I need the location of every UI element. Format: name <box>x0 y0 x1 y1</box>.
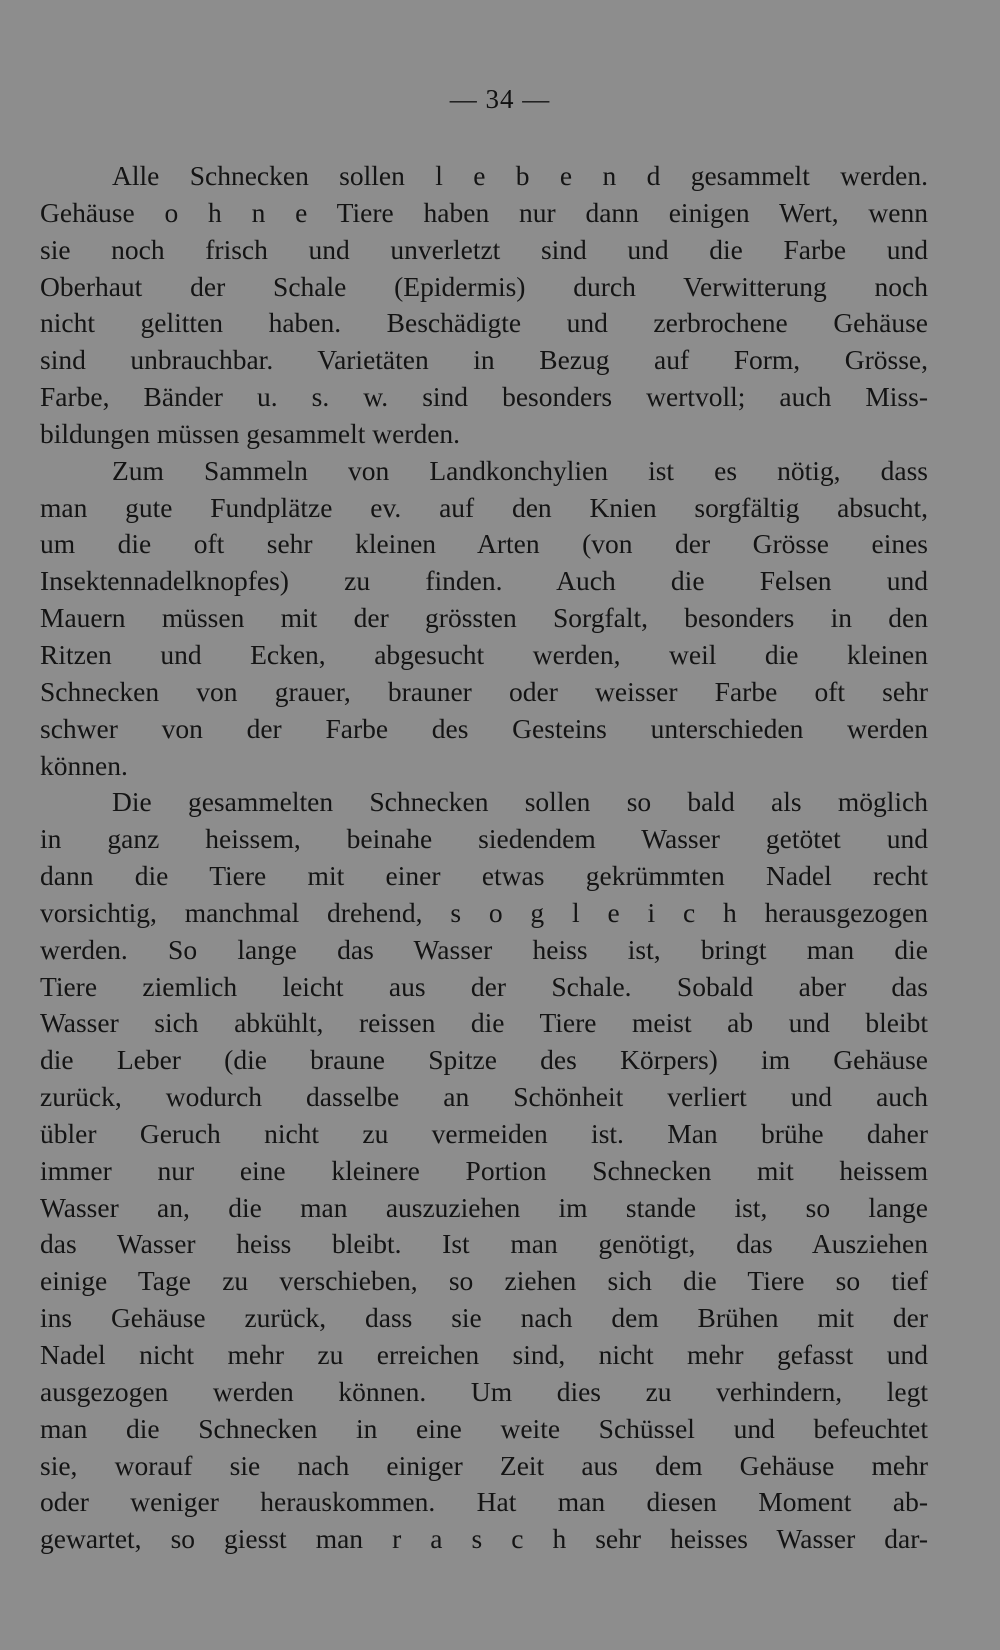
text-line: dann die Tiere mit einer etwas gekrümmten Nadel recht <box>40 860 928 892</box>
text-line: gewartet, so giesst man r a s c h sehr heisses Wasser dar- <box>40 1523 928 1555</box>
text-line: werden. So lange das Wasser heiss ist, bringt man die <box>40 933 928 965</box>
text-line: sie noch frisch und unverletzt sind und die Farbe und <box>40 233 928 265</box>
body-text <box>40 158 928 1558</box>
text-line: Mauern müssen mit der grössten Sorgfalt, besonders in den <box>40 602 928 634</box>
text-line: Die gesammelten Schnecken sollen so bald als möglich <box>112 786 928 818</box>
text-line: schwer von der Farbe des Gesteins unterschieden werden <box>40 712 928 744</box>
text-line: immer nur eine kleinere Portion Schnecken mit heissem <box>40 1154 928 1186</box>
text-line: das Wasser heiss bleibt. Ist man genötigt, das Ausziehen <box>40 1228 928 1260</box>
text-line: einige Tage zu verschieben, so ziehen sich die Tiere so tief <box>40 1265 928 1297</box>
text-line: man gute Fundplätze ev. auf den Knien sorgfältig absucht, <box>40 491 928 523</box>
text-line: Alle Schnecken sollen l e b e n d gesammelt werden. <box>112 160 928 191</box>
text-line: Tiere ziemlich leicht aus der Schale. Sobald aber das <box>40 970 928 1002</box>
text-line: Schnecken von grauer, brauner oder weisser Farbe oft sehr <box>40 675 928 707</box>
text-line: Oberhaut der Schale (Epidermis) durch Verwitterung noch <box>40 270 928 302</box>
text-line: sie, worauf sie nach einiger Zeit aus dem Gehäuse mehr <box>40 1449 928 1481</box>
text-line: Wasser sich abkühlt, reissen die Tiere meist ab und bleibt <box>40 1007 928 1039</box>
text-line: man die Schnecken in eine weite Schüssel und befeuchtet <box>40 1412 928 1444</box>
text-line: Zum Sammeln von Landkonchylien ist es nötig, dass <box>112 454 928 486</box>
text-line: ins Gehäuse zurück, dass sie nach dem Brühen mit der <box>40 1302 928 1334</box>
text-line: Insektennadelknopfes) zu finden. Auch die Felsen und <box>40 565 928 597</box>
text-line: können. <box>40 749 128 781</box>
text-line: bildungen müssen gesammelt werden. <box>40 417 461 449</box>
text-line: oder weniger herauskommen. Hat man diesen Moment ab- <box>40 1486 928 1518</box>
text-line: in ganz heissem, beinahe siedendem Wasser getötet und <box>40 823 928 855</box>
text-line: Farbe, Bänder u. s. w. sind besonders wertvoll; auch Miss- <box>40 381 928 413</box>
text-line: vorsichtig, manchmal drehend, s o g l e i c h herausgezogen <box>40 896 928 928</box>
text-line: Ritzen und Ecken, abgesucht werden, weil die kleinen <box>40 638 928 670</box>
text-line: nicht gelitten haben. Beschädigte und zerbrochene Gehäuse <box>40 307 928 339</box>
text-line: sind unbrauchbar. Varietäten in Bezug auf Form, Grösse, <box>40 344 928 376</box>
text-line: Nadel nicht mehr zu erreichen sind, nicht mehr gefasst und <box>40 1339 928 1370</box>
text-line: ausgezogen werden können. Um dies zu verhindern, legt <box>40 1375 928 1407</box>
text-line: um die oft sehr kleinen Arten (von der Grösse eines <box>40 528 928 560</box>
text-line: Wasser an, die man auszuziehen im stande ist, so lange <box>40 1191 928 1223</box>
text-line: Gehäuse o h n e Tiere haben nur dann einigen Wert, wenn <box>40 196 928 228</box>
text-line: übler Geruch nicht zu vermeiden ist. Man brühe daher <box>40 1117 928 1149</box>
page-number: — 34 — <box>449 84 551 114</box>
text-line: die Leber (die braune Spitze des Körpers) im Gehäuse <box>40 1044 928 1076</box>
text-line: zurück, wodurch dasselbe an Schönheit verliert und auch <box>40 1081 928 1113</box>
